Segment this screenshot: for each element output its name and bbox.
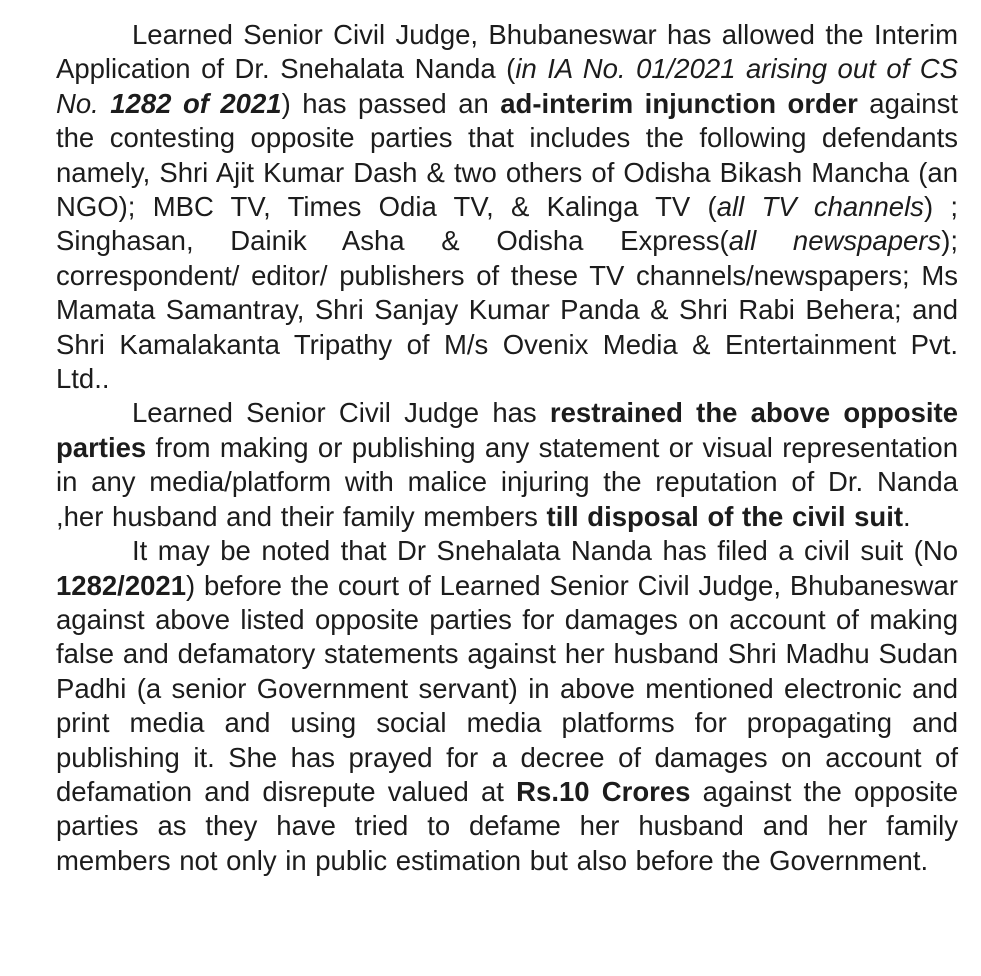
text-run-italic: in IA No. 01/2021 arising out of CS No. <box>56 53 958 119</box>
paragraph-injunction-order <box>56 18 958 396</box>
text-run: . <box>903 500 911 532</box>
text-run: from making or publishing any statement or visual representation in any media/platform with malice injuring the reputation of Dr. Nanda ,her husband and their family members <box>56 431 958 532</box>
suit-number: 1282/2021 <box>56 569 186 601</box>
text-run: Learned Senior Civil Judge has <box>132 397 550 429</box>
text-run: It may be noted that Dr Snehalata Nanda has filed a civil suit (No <box>132 535 958 567</box>
text-run-bold: till disposal of the civil suit <box>546 500 903 532</box>
text-run: ) before the court of Learned Senior Civil Judge, Bhubaneswar against above listed opposite parties for damages on account of making false and defamatory statements against her husband Shri Madhu Sudan Padhi (a senior Government servant) in above mentioned electronic and print media and using social media platforms for propagating and publishing it. She has prayed for a decree of damages on account of defamation and disrepute valued at <box>56 569 958 807</box>
text-run: against the contesting opposite parties that includes the following defendants namely, Shri Ajit Kumar Dash & two others of Odisha Bikash Mancha (an NGO); MBC TV, Times Odia TV, & Kalinga TV ( <box>56 87 958 223</box>
document-body <box>56 18 958 878</box>
damages-amount: Rs.10 Crores <box>516 775 691 807</box>
text-run-italic: all newspapers <box>728 225 942 257</box>
text-run-bold: ad-interim injunction order <box>500 87 858 119</box>
text-run: ) ; Singhasan, Dainik Asha & Odisha Express( <box>56 191 958 257</box>
paragraph-civil-suit <box>56 534 958 878</box>
text-run: against the opposite parties as they have tried to defame her husband and her family members not only in public estimation but also before the Government. <box>56 775 958 876</box>
text-run: ) has passed an <box>281 87 501 119</box>
paragraph-restraint <box>56 396 958 534</box>
text-run: Learned Senior Civil Judge, Bhubaneswar has allowed the Interim Application of Dr. Snehalata Nanda ( <box>56 19 958 85</box>
text-run: ); correspondent/ editor/ publishers of these TV channels/newspapers; Ms Mamata Samantray, Shri Sanjay Kumar Panda & Shri Rabi Behera; and Shri Kamalakanta Tripathy of M/s Ovenix Media & Entertainment Pvt. Ltd.. <box>56 225 958 395</box>
text-run-italic: all TV channels <box>716 191 924 223</box>
text-run-bold: restrained the above opposite parties <box>56 397 958 463</box>
case-number: 1282 of 2021 <box>110 87 282 119</box>
